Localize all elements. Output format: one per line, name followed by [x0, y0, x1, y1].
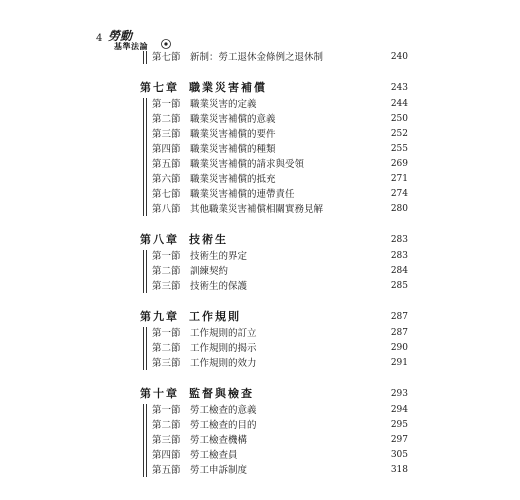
section-entry: [152, 356, 408, 371]
section-entry: [152, 463, 408, 478]
section-number: 第三節: [152, 358, 181, 369]
section-title: 職業災害補償的種類: [190, 144, 276, 155]
section-page-number: 269: [390, 159, 408, 169]
section-number: 第三節: [152, 435, 181, 446]
section-title: 勞工檢查員: [190, 450, 238, 461]
section-page-number: 244: [390, 99, 408, 109]
section-entry: [152, 326, 408, 341]
section-title: 訓練契約: [190, 266, 229, 277]
chapter-heading: [140, 385, 408, 403]
section-entry: [152, 172, 408, 187]
section-title: 勞工檢查的目的: [190, 420, 257, 431]
section-entry: [152, 142, 408, 157]
section-entry: [152, 50, 408, 65]
section-number: 第一節: [152, 405, 181, 416]
chapter-page-number: 243: [390, 83, 408, 93]
section-number: 第五節: [152, 159, 181, 170]
section-entry: [152, 97, 408, 112]
chapter-title: [140, 79, 267, 97]
section-entry: [152, 264, 408, 279]
section-page-number: 274: [390, 189, 408, 199]
section-page-number: 294: [390, 405, 408, 415]
logo-title-top: 勞動: [108, 29, 133, 43]
section-title: 職業災害的定義: [190, 99, 257, 110]
chapter-page-number: 293: [390, 389, 408, 399]
chapter-title-text: 監督與檢查: [189, 387, 254, 400]
section-page-number: 250: [390, 114, 408, 124]
toc-chapter: [140, 385, 408, 478]
section-entry: [152, 403, 408, 418]
section-page-number: 271: [390, 174, 408, 184]
section-title: 工作規則的效力: [190, 358, 257, 369]
section-entry: [152, 202, 408, 217]
section-number: 第六節: [152, 174, 181, 185]
toc-chapter: [140, 50, 408, 65]
logo-title-bottom: 基準法論: [114, 41, 148, 51]
section-title: 職業災害補償的意義: [190, 114, 276, 125]
chapter-title: [140, 308, 241, 326]
chapter-title-text: 工作規則: [189, 310, 241, 323]
section-page-number: 255: [390, 144, 408, 154]
section-number: 第二節: [152, 114, 181, 125]
section-entry: [152, 448, 408, 463]
section-title: 勞工檢查機構: [190, 435, 248, 446]
chapter-title-text: 技術生: [189, 233, 228, 246]
section-page-number: 285: [390, 281, 408, 291]
section-title: 勞工申訴制度: [190, 465, 248, 476]
section-entry: [152, 341, 408, 356]
section-page-number: 287: [390, 328, 408, 338]
section-entry: [152, 249, 408, 264]
section-number: 第一節: [152, 328, 181, 339]
toc-chapter: [140, 308, 408, 371]
table-of-contents: [140, 50, 408, 492]
section-page-number: 252: [390, 129, 408, 139]
section-page-number: 280: [390, 204, 408, 214]
chapter-page-number: 287: [390, 312, 408, 322]
chapter-number: 第八章: [140, 233, 179, 246]
section-page-number: 290: [390, 343, 408, 353]
section-number: 第七節: [152, 189, 181, 200]
section-number: 第二節: [152, 266, 181, 277]
section-entry: [152, 433, 408, 448]
section-list: [140, 403, 408, 478]
section-title: 工作規則的訂立: [190, 328, 257, 339]
section-title: 技術生的保護: [190, 281, 248, 292]
section-list: [140, 97, 408, 217]
chapter-number: 第七章: [140, 81, 179, 94]
section-entry: [152, 279, 408, 294]
section-number: 第七節: [152, 52, 181, 63]
section-list: [140, 249, 408, 294]
chapter-heading: [140, 308, 408, 326]
section-page-number: 240: [390, 52, 408, 62]
section-page-number: 283: [390, 251, 408, 261]
ornament-icon: [160, 38, 172, 50]
section-number: 第四節: [152, 450, 181, 461]
section-list: [140, 326, 408, 371]
chapter-title-text: 職業災害補償: [189, 81, 267, 94]
section-title: 其他職業災害補償相關實務見解: [190, 204, 324, 215]
section-page-number: 284: [390, 266, 408, 276]
section-title: 技術生的界定: [190, 251, 248, 262]
section-number: 第一節: [152, 99, 181, 110]
section-title: 職業災害補償的要件: [190, 129, 276, 140]
section-page-number: 318: [390, 465, 408, 475]
page-number: 4: [96, 33, 103, 44]
section-number: 第五節: [152, 465, 181, 476]
section-list: [140, 50, 408, 65]
chapter-number: 第十章: [140, 387, 179, 400]
section-title: 工作規則的揭示: [190, 343, 257, 354]
chapter-heading: [140, 79, 408, 97]
section-number: 第八節: [152, 204, 181, 215]
section-number: 第一節: [152, 251, 181, 262]
toc-chapter: [140, 79, 408, 217]
section-number: 第四節: [152, 144, 181, 155]
section-title: 勞工檢查的意義: [190, 405, 257, 416]
section-title: 職業災害補償的抵充: [190, 174, 276, 185]
section-entry: [152, 157, 408, 172]
section-title: 職業災害補償的請求與受領: [190, 159, 305, 170]
section-entry: [152, 418, 408, 433]
section-page-number: 297: [390, 435, 408, 445]
chapter-title: [140, 231, 228, 249]
section-entry: [152, 127, 408, 142]
chapter-number: 第九章: [140, 310, 179, 323]
section-entry: [152, 187, 408, 202]
chapter-title: [140, 385, 254, 403]
section-number: 第三節: [152, 281, 181, 292]
chapter-heading: [140, 231, 408, 249]
section-title: 新制：勞工退休金條例之退休制: [190, 52, 324, 63]
section-page-number: 295: [390, 420, 408, 430]
chapter-page-number: 283: [390, 235, 408, 245]
section-number: 第二節: [152, 343, 181, 354]
toc-chapter: [140, 231, 408, 294]
section-title: 職業災害補償的連帶責任: [190, 189, 295, 200]
section-entry: [152, 112, 408, 127]
section-page-number: 305: [390, 450, 408, 460]
section-number: 第三節: [152, 129, 181, 140]
section-page-number: 291: [390, 358, 408, 368]
section-number: 第二節: [152, 420, 181, 431]
